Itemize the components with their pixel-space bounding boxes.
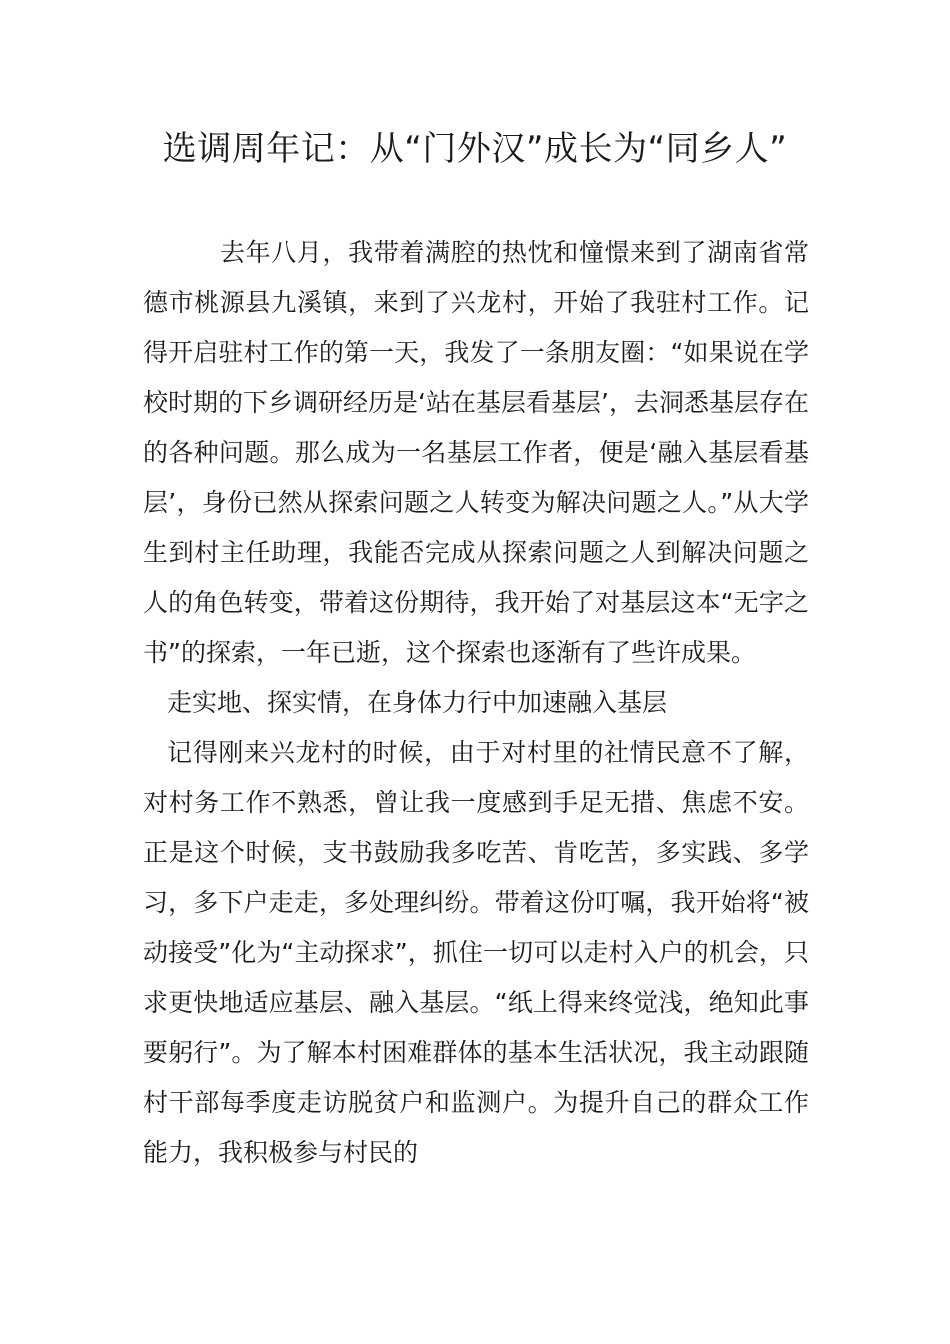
paragraph-intro: 去年八月，我带着满腔的热忱和憧憬来到了湖南省常德市桃源县九溪镇，来到了兴龙村，开始了我驻村工作。记得开启驻村工作的第一天，我发了一条朋友圈：“如果说在学校时期的下乡调研经历是‘站在基层看基层’，去洞悉基层存在的各种问题。那么成为一名基层工作者，便是‘融入基层看基层’，身份已然从探索问题之人转变为解决问题之人。”从大学生到村主任助理，我能否完成从探索问题之人到解决问题之人的角色转变，带着这份期待，我开始了对基层这本“无字之书”的探索，一年已逝，这个探索也逐渐有了些许成果。: [143, 238, 809, 667]
document-title: 选调周年记：从“门外汉”成长为“同乡人”: [162, 129, 788, 169]
section-heading: 走实地、探实情，在身体力行中加速融入基层: [167, 688, 668, 717]
paragraph-section-1: 记得刚来兴龙村的时候，由于对村里的社情民意不了解，对村务工作不熟悉，曾让我一度感到手足无措、焦虑不安。正是这个时候，支书鼓励我多吃苦、肯吃苦，多实践、多学习，多下户走走，多处理纠纷。带着这份叮嘱，我开始将“被动接受”化为“主动探求”，抓住一切可以走村入户的机会，只求更快地适应基层、融入基层。“纸上得来终觉浅，绝知此事要躬行”。为了解本村困难群体的基本生活状况，我主动跟随村干部每季度走访脱贫户和监测户。为提升自己的群众工作能力，我积极参与村民的: [143, 738, 809, 1167]
document-body: [143, 228, 809, 1178]
